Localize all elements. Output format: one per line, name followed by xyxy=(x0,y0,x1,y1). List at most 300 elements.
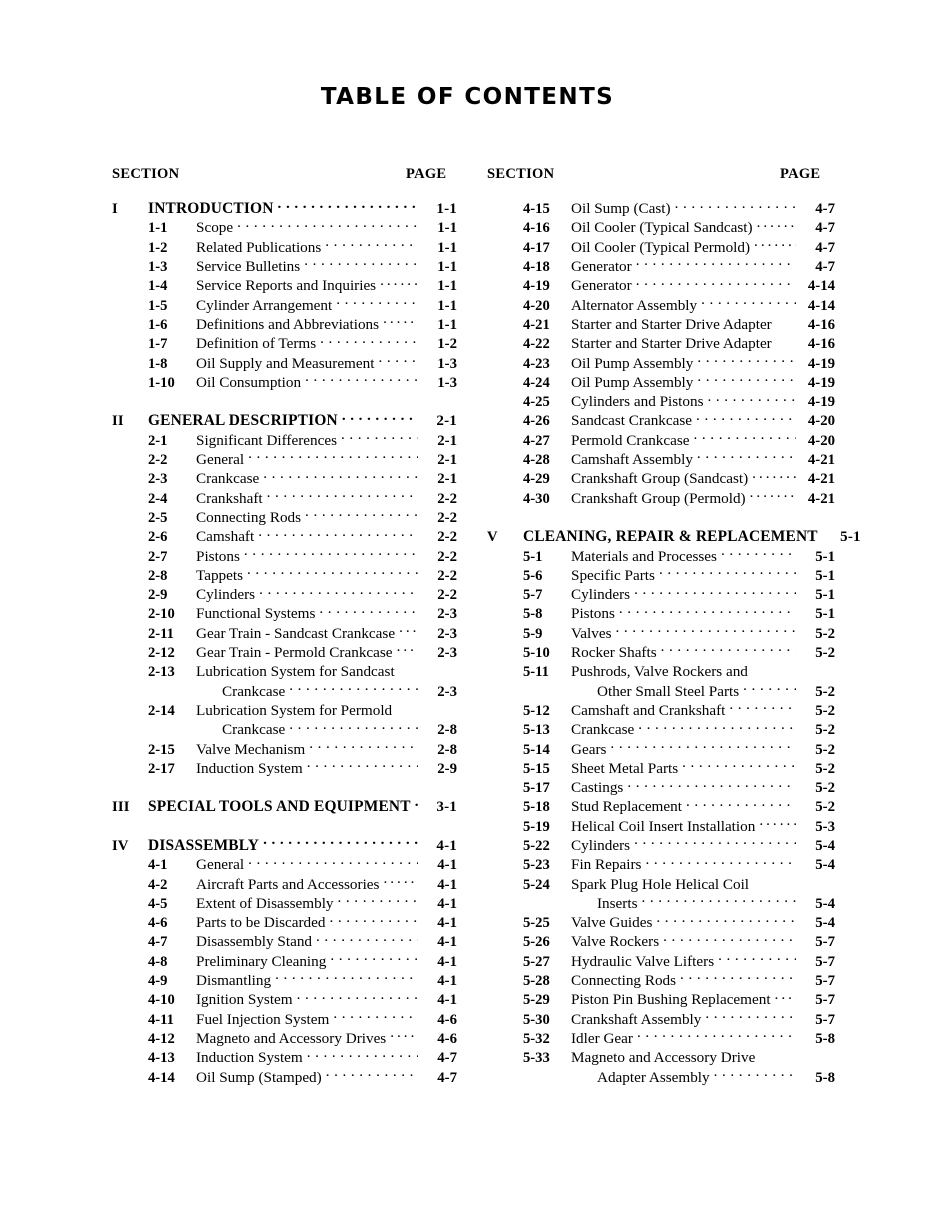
toc-right-column xyxy=(487,198,861,1086)
page-number: 4-1 xyxy=(437,915,457,932)
page-number: 4-16 xyxy=(807,316,835,333)
entry-title: Starter and Starter Drive Adapter xyxy=(571,335,772,353)
dot-leader xyxy=(330,951,418,966)
toc-entry-row[interactable] xyxy=(487,854,835,873)
dot-leader xyxy=(750,487,796,502)
dot-leader xyxy=(757,217,796,232)
entry-title: Pistons xyxy=(196,547,240,565)
toc-entry-row[interactable] xyxy=(487,603,835,622)
toc-entry-row[interactable] xyxy=(112,680,457,699)
page-number: 2-1 xyxy=(437,452,457,469)
dot-leader xyxy=(325,237,418,252)
entry-number: 4-29 xyxy=(523,471,550,488)
toc-entry-row[interactable] xyxy=(112,565,457,584)
page-number: 2-8 xyxy=(437,741,457,758)
section-numeral: III xyxy=(112,799,130,816)
dot-leader xyxy=(380,275,418,290)
entry-number: 4-28 xyxy=(523,452,550,469)
toc-entry-row[interactable] xyxy=(487,294,835,313)
entry-number: 2-8 xyxy=(148,567,168,584)
toc-entry-row[interactable] xyxy=(487,430,835,449)
toc-entry-row[interactable] xyxy=(112,372,457,391)
toc-entry-row[interactable] xyxy=(487,545,835,564)
page-number: 4-21 xyxy=(807,471,835,488)
page-number: 2-3 xyxy=(437,683,457,700)
toc-entry-row[interactable] xyxy=(112,1047,457,1066)
entry-title: Crankshaft Assembly xyxy=(571,1010,702,1028)
toc-entry-row[interactable] xyxy=(487,275,835,294)
entry-title: Related Publications xyxy=(196,238,322,256)
entry-number: 4-17 xyxy=(523,239,550,256)
entry-title: Oil Pump Assembly xyxy=(571,354,694,372)
entry-number: 2-4 xyxy=(148,490,168,507)
toc-entry-row[interactable] xyxy=(487,237,835,256)
toc-entry-row[interactable] xyxy=(487,487,835,506)
entry-title: Oil Supply and Measurement xyxy=(196,354,375,372)
page-number: 1-1 xyxy=(437,316,457,333)
dot-leader xyxy=(399,661,418,676)
page-number: 4-19 xyxy=(807,394,835,411)
toc-entry-row[interactable] xyxy=(112,970,457,989)
page-number: 4-7 xyxy=(815,220,835,237)
toc-entry-row[interactable] xyxy=(487,835,835,854)
dot-leader xyxy=(378,352,418,367)
toc-entry-row[interactable] xyxy=(487,584,835,603)
toc-entry-row[interactable] xyxy=(112,893,457,912)
dot-leader xyxy=(675,198,796,213)
entry-title: Stud Replacement xyxy=(571,798,682,816)
page-number: 4-1 xyxy=(437,992,457,1009)
entry-number: 4-11 xyxy=(148,1011,174,1028)
toc-entry-row[interactable] xyxy=(112,584,457,603)
toc-spacer xyxy=(112,777,457,796)
dot-leader xyxy=(297,989,418,1004)
entry-title: Adapter Assembly xyxy=(597,1068,710,1086)
dot-leader xyxy=(752,661,796,676)
toc-entry-row[interactable] xyxy=(487,1047,835,1066)
dot-leader xyxy=(399,623,418,638)
entry-title: Crankshaft Group (Permold) xyxy=(571,489,746,507)
toc-entry-row[interactable] xyxy=(487,989,835,1008)
entry-number: 1-8 xyxy=(148,355,168,372)
toc-entry-row[interactable] xyxy=(487,912,835,931)
entry-title: Spark Plug Hole Helical Coil xyxy=(571,875,750,893)
dot-leader xyxy=(634,584,796,599)
entry-number: 4-2 xyxy=(148,876,168,893)
page-number: 4-7 xyxy=(437,1050,457,1067)
entry-title: Generator xyxy=(571,277,632,295)
entry-number: 4-1 xyxy=(148,857,168,874)
section-title: SPECIAL TOOLS AND EQUIPMENT xyxy=(148,798,411,816)
toc-entry-row[interactable] xyxy=(487,719,835,738)
entry-title: Crankcase xyxy=(571,721,635,739)
entry-title: Magneto and Accessory Drives xyxy=(196,1029,387,1047)
dot-leader xyxy=(248,449,418,464)
left-section-header: SECTION xyxy=(112,166,180,182)
toc-entry-row[interactable] xyxy=(112,912,457,931)
entry-number: 4-8 xyxy=(148,953,168,970)
toc-entry-row[interactable] xyxy=(112,352,457,371)
toc-entry-row[interactable] xyxy=(487,391,835,410)
entry-title: Service Bulletins xyxy=(196,258,301,276)
toc-entry-row[interactable] xyxy=(487,1008,835,1027)
toc-entry-row[interactable] xyxy=(112,468,457,487)
entry-number: 4-10 xyxy=(148,992,175,1009)
entry-title: Cylinders xyxy=(571,586,631,604)
page-number: 5-7 xyxy=(815,973,835,990)
entry-title: Induction System xyxy=(196,1049,303,1067)
toc-entry-row[interactable] xyxy=(487,642,835,661)
dot-leader xyxy=(694,430,796,445)
entry-number: 2-7 xyxy=(148,548,168,565)
dot-leader xyxy=(329,912,418,927)
section-title: INTRODUCTION xyxy=(148,200,274,218)
toc-left-column xyxy=(112,198,457,1086)
entry-title: Oil Cooler (Typical Permold) xyxy=(571,238,751,256)
toc-entry-row[interactable] xyxy=(112,275,457,294)
dot-leader xyxy=(610,738,796,753)
toc-entry-row[interactable] xyxy=(112,217,457,236)
page-number: 5-2 xyxy=(815,645,835,662)
dot-leader xyxy=(263,468,418,483)
entry-title: Specific Parts xyxy=(571,566,655,584)
page-number: 1-1 xyxy=(437,220,457,237)
entry-number: 4-21 xyxy=(523,316,550,333)
page-number: 5-2 xyxy=(815,780,835,797)
page-number: 5-4 xyxy=(815,915,835,932)
entry-number: 5-29 xyxy=(523,992,550,1009)
toc-entry-row[interactable] xyxy=(112,1028,457,1047)
dot-leader xyxy=(686,796,796,811)
toc-entry-row[interactable] xyxy=(487,256,835,275)
entry-number: 2-2 xyxy=(148,452,168,469)
toc-entry-row[interactable] xyxy=(487,198,835,217)
entry-number: 4-20 xyxy=(523,297,550,314)
toc-entry-row[interactable] xyxy=(487,893,835,912)
dot-leader xyxy=(341,430,418,445)
dot-leader xyxy=(627,777,796,792)
page-title: TABLE OF CONTENTS xyxy=(320,84,615,110)
toc-entry-row[interactable] xyxy=(112,989,457,1008)
page-number: 4-21 xyxy=(807,452,835,469)
page-number: 4-16 xyxy=(807,336,835,353)
entry-number: 2-1 xyxy=(148,432,168,449)
entry-number: 4-22 xyxy=(523,336,550,353)
toc-entry-row[interactable] xyxy=(112,931,457,950)
dot-leader xyxy=(248,854,418,869)
toc-entry-row[interactable] xyxy=(487,796,835,815)
toc-entry-row[interactable] xyxy=(487,758,835,777)
dot-leader xyxy=(754,237,796,252)
dot-leader xyxy=(304,256,418,271)
toc-entry-row[interactable] xyxy=(112,623,457,642)
entry-number: 1-3 xyxy=(148,259,168,276)
dot-leader xyxy=(289,719,418,734)
entry-title: Piston Pin Bushing Replacement xyxy=(571,991,771,1009)
page-number: 4-7 xyxy=(815,239,835,256)
page-number: 2-1 xyxy=(437,432,457,449)
entry-title: Other Small Steel Parts xyxy=(597,682,740,700)
entry-title: Gear Train - Sandcast Crankcase xyxy=(196,624,396,642)
entry-number: 1-4 xyxy=(148,278,168,295)
toc-entry-row[interactable] xyxy=(487,1028,835,1047)
toc-section-row[interactable] xyxy=(112,835,457,854)
page-number: 4-20 xyxy=(807,432,835,449)
entry-title: Service Reports and Inquiries xyxy=(196,277,377,295)
toc-section-row[interactable] xyxy=(487,526,861,546)
entry-number: 5-7 xyxy=(523,587,543,604)
toc-entry-row[interactable] xyxy=(112,237,457,256)
toc-entry-row[interactable] xyxy=(112,603,457,622)
page-number: 1-1 xyxy=(437,259,457,276)
toc-entry-row[interactable] xyxy=(487,970,835,989)
entry-title: Dismantling xyxy=(196,972,272,990)
toc-entry-row[interactable] xyxy=(112,487,457,506)
toc-entry-row[interactable] xyxy=(112,738,457,757)
dot-leader xyxy=(656,912,796,927)
entry-number: 1-1 xyxy=(148,220,168,237)
page-number: 5-2 xyxy=(815,625,835,642)
page-number: 5-7 xyxy=(815,992,835,1009)
toc-entry-row[interactable] xyxy=(112,256,457,275)
page-number: 5-2 xyxy=(815,799,835,816)
page-number: 1-3 xyxy=(437,374,457,391)
toc-entry-row[interactable] xyxy=(487,738,835,757)
toc-section-row[interactable] xyxy=(112,410,457,429)
dot-leader xyxy=(336,294,418,309)
entry-title: Induction System xyxy=(196,759,303,777)
entry-title: Cylinders xyxy=(571,836,631,854)
toc-entry-row[interactable] xyxy=(112,294,457,313)
dot-leader xyxy=(642,893,797,908)
entry-title: Scope xyxy=(196,219,234,237)
toc-entry-row[interactable] xyxy=(112,854,457,873)
section-title: CLEANING, REPAIR & REPLACEMENT xyxy=(523,528,818,546)
dot-leader xyxy=(697,352,796,367)
entry-title: Ignition System xyxy=(196,991,293,1009)
toc-entry-row[interactable] xyxy=(112,507,457,526)
entry-title: Rocker Shafts xyxy=(571,644,657,662)
entry-title: Crankcase xyxy=(222,682,286,700)
entry-number: 2-12 xyxy=(148,645,175,662)
entry-title: Sandcast Crankcase xyxy=(571,412,693,430)
toc-entry-row[interactable] xyxy=(487,661,835,680)
toc-entry-row[interactable] xyxy=(487,623,835,642)
dot-leader xyxy=(278,198,418,213)
page-number: 5-2 xyxy=(815,683,835,700)
entry-number: 1-10 xyxy=(148,374,175,391)
toc-entry-row[interactable] xyxy=(487,314,835,333)
dot-leader xyxy=(244,545,418,560)
dot-leader xyxy=(636,275,796,290)
entry-title: General xyxy=(196,856,245,874)
toc-section-row[interactable] xyxy=(112,198,457,217)
entry-number: 2-15 xyxy=(148,741,175,758)
page-number: 2-3 xyxy=(437,625,457,642)
entry-number: 2-6 xyxy=(148,529,168,546)
dot-leader xyxy=(718,951,796,966)
entry-number: 4-16 xyxy=(523,220,550,237)
dot-leader xyxy=(753,873,796,888)
toc-entry-row[interactable] xyxy=(112,758,457,777)
dot-leader xyxy=(263,835,418,850)
toc-entry-row[interactable] xyxy=(487,449,835,468)
dot-leader xyxy=(237,217,418,232)
page-number: 1-3 xyxy=(437,355,457,372)
entry-number: 5-30 xyxy=(523,1011,550,1028)
dot-leader xyxy=(721,545,796,560)
entry-number: 5-25 xyxy=(523,915,550,932)
dot-leader xyxy=(634,835,796,850)
toc-entry-row[interactable] xyxy=(112,719,457,738)
toc-entry-row[interactable] xyxy=(487,217,835,236)
page-number: 2-8 xyxy=(437,722,457,739)
dot-leader xyxy=(743,680,796,695)
entry-title: Oil Cooler (Typical Sandcast) xyxy=(571,219,753,237)
toc-entry-row[interactable] xyxy=(487,352,835,371)
entry-number: 4-26 xyxy=(523,413,550,430)
page-number: 5-2 xyxy=(815,722,835,739)
page-number: 2-1 xyxy=(437,471,457,488)
toc-entry-row[interactable] xyxy=(487,816,835,835)
entry-title: Sheet Metal Parts xyxy=(571,759,679,777)
entry-title: Magneto and Accessory Drive xyxy=(571,1049,756,1067)
section-numeral: IV xyxy=(112,837,129,854)
toc-entry-row[interactable] xyxy=(487,951,835,970)
page-number: 2-2 xyxy=(437,490,457,507)
dot-leader xyxy=(305,507,418,522)
toc-entry-row[interactable] xyxy=(112,642,457,661)
toc-entry-row[interactable] xyxy=(112,1008,457,1027)
toc-entry-row[interactable] xyxy=(112,449,457,468)
dot-leader xyxy=(705,1008,796,1023)
page-number: 4-1 xyxy=(436,837,457,854)
dot-leader xyxy=(307,758,418,773)
toc-entry-row[interactable] xyxy=(112,700,457,719)
toc-entry-row[interactable] xyxy=(112,951,457,970)
entry-number: 4-13 xyxy=(148,1050,175,1067)
dot-leader xyxy=(680,970,796,985)
entry-title: Helical Coil Insert Installation xyxy=(571,817,756,835)
page-number: 5-7 xyxy=(815,953,835,970)
toc-entry-row[interactable] xyxy=(487,372,835,391)
toc-entry-row[interactable] xyxy=(112,314,457,333)
toc-section-row[interactable] xyxy=(112,796,457,815)
page-number: 5-1 xyxy=(840,529,861,546)
left-page-header: PAGE xyxy=(406,166,447,182)
toc-entry-row[interactable] xyxy=(112,526,457,545)
toc-entry-row[interactable] xyxy=(487,700,835,719)
page-number: 1-1 xyxy=(437,239,457,256)
entry-number: 1-2 xyxy=(148,239,168,256)
page-number: 4-1 xyxy=(437,953,457,970)
toc-entry-row[interactable] xyxy=(487,333,835,352)
dot-leader xyxy=(759,1047,796,1062)
toc-entry-row[interactable] xyxy=(487,410,835,429)
dot-leader xyxy=(701,294,796,309)
toc-entry-row[interactable] xyxy=(112,1066,457,1085)
entry-title: Oil Sump (Stamped) xyxy=(196,1068,322,1086)
entry-number: 5-23 xyxy=(523,857,550,874)
entry-title: Alternator Assembly xyxy=(571,296,698,314)
page-number: 5-3 xyxy=(815,818,835,835)
page-number: 1-1 xyxy=(436,201,457,218)
dot-leader xyxy=(659,565,796,580)
entry-title: Oil Consumption xyxy=(196,373,302,391)
entry-number: 4-12 xyxy=(148,1030,175,1047)
entry-number: 1-5 xyxy=(148,297,168,314)
toc-entry-row[interactable] xyxy=(487,468,835,487)
toc-entry-row[interactable] xyxy=(487,931,835,950)
dot-leader xyxy=(305,372,418,387)
toc-entry-row[interactable] xyxy=(487,873,835,892)
dot-leader xyxy=(697,449,796,464)
dot-leader xyxy=(383,873,418,888)
dot-leader xyxy=(289,680,418,695)
dot-leader xyxy=(645,854,796,869)
toc-entry-row[interactable] xyxy=(112,873,457,892)
entry-title: Gear Train - Permold Crankcase xyxy=(196,644,393,662)
entry-title: Valves xyxy=(571,624,612,642)
dot-leader xyxy=(267,487,418,502)
page-number: 2-2 xyxy=(437,548,457,565)
entry-title: Oil Sump (Cast) xyxy=(571,200,671,218)
toc-entry-row[interactable] xyxy=(487,1066,835,1085)
page-number: 4-1 xyxy=(437,857,457,874)
page-number: 2-3 xyxy=(437,606,457,623)
toc-entry-row[interactable] xyxy=(112,545,457,564)
page-number: 5-4 xyxy=(815,857,835,874)
entry-number: 5-11 xyxy=(523,664,549,681)
page-number: 2-3 xyxy=(437,645,457,662)
entry-number: 1-7 xyxy=(148,336,168,353)
dot-leader xyxy=(776,333,796,348)
page-number: 5-4 xyxy=(815,837,835,854)
entry-title: Cylinder Arrangement xyxy=(196,296,333,314)
toc-entry-row[interactable] xyxy=(487,565,835,584)
entry-title: Gears xyxy=(571,740,607,758)
entry-number: 5-13 xyxy=(523,722,550,739)
entry-title: Valve Mechanism xyxy=(196,740,306,758)
dot-leader xyxy=(326,1066,418,1081)
entry-title: Lubrication System for Sandcast xyxy=(196,663,395,681)
dot-leader xyxy=(320,333,418,348)
page-number: 5-2 xyxy=(815,741,835,758)
page-number: 2-9 xyxy=(437,760,457,777)
entry-number: 5-12 xyxy=(523,702,550,719)
page-number: 1-1 xyxy=(437,278,457,295)
toc-entry-row[interactable] xyxy=(487,777,835,796)
entry-title: Lubrication System for Permold xyxy=(196,701,393,719)
toc-entry-row[interactable] xyxy=(112,661,457,680)
page-number: 4-21 xyxy=(807,490,835,507)
entry-title: Valve Guides xyxy=(571,914,653,932)
toc-entry-row[interactable] xyxy=(487,680,835,699)
page-number: 1-1 xyxy=(437,297,457,314)
page-number: 4-1 xyxy=(437,973,457,990)
entry-number: 5-9 xyxy=(523,625,543,642)
entry-title: General xyxy=(196,451,245,469)
right-page-header: PAGE xyxy=(780,166,821,182)
toc-entry-row[interactable] xyxy=(112,333,457,352)
toc-entry-row[interactable] xyxy=(112,430,457,449)
toc-spacer xyxy=(112,816,457,835)
section-title: DISASSEMBLY xyxy=(148,836,260,854)
entry-number: 2-10 xyxy=(148,606,175,623)
entry-number: 4-5 xyxy=(148,895,168,912)
entry-title: Materials and Processes xyxy=(571,547,717,565)
entry-title: Significant Differences xyxy=(196,431,337,449)
